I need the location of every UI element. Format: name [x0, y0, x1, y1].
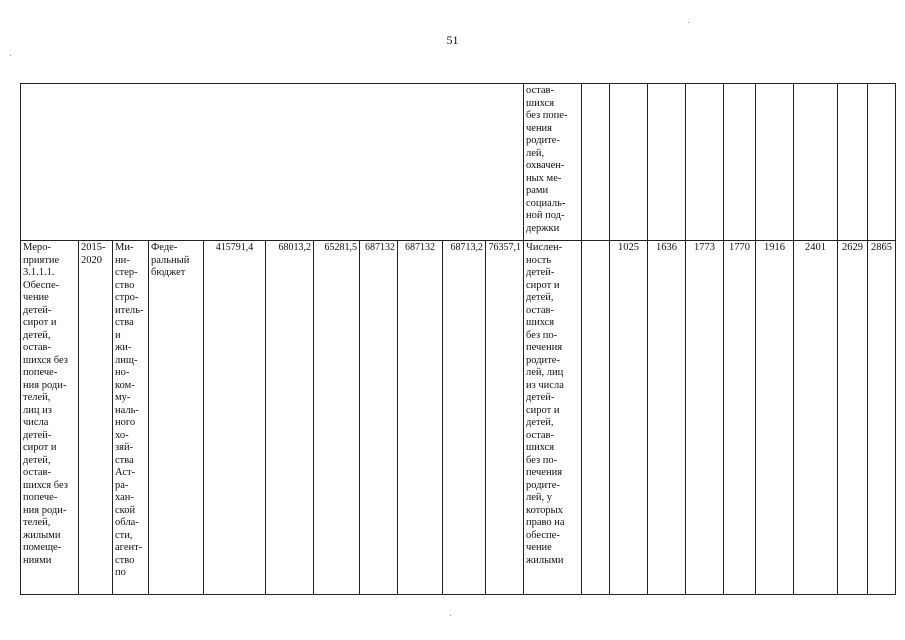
scan-speck [688, 22, 689, 23]
indicator-value-cell: 1916 [756, 241, 794, 595]
year-amount-cell: 68713,2 [443, 241, 486, 595]
page-number: 51 [446, 33, 459, 47]
indicator-value-cell [756, 84, 794, 241]
funding-source-cell: Феде- ральный бюджет [149, 241, 204, 595]
year-amount-cell: 687132 [398, 241, 443, 595]
year-amount-cell: 687132 [360, 241, 398, 595]
indicator-value-cell: 1773 [686, 241, 724, 595]
indicator-cell: Числен- ность детей- сирот и детей, остав- шихся без по- печения родите- лей, лиц из числа детей- сирот и детей, остав- шихся без по- печения родите- лей, у которых право на обеспе- чение жилыми [524, 241, 582, 595]
year-amount-cell: 65281,5 [314, 241, 360, 595]
executor-cell: Ми- ни- стер- ство стро- итель- ства и жи- лищ- но- ком- му- наль- ного хо- зяй- ства Аст- ра- хан- ской обла- сти, агент- ство по [113, 241, 149, 595]
program-measures-table [20, 83, 896, 595]
scan-speck [450, 615, 451, 616]
indicator-value-cell [686, 84, 724, 241]
indicator-value-cell: 2629 [838, 241, 868, 595]
empty-merged-cell [21, 84, 524, 241]
year-amount-cell: 76357,1 [486, 241, 524, 595]
period-cell: 2015- 2020 [79, 241, 113, 595]
indicator-value-cell [724, 84, 756, 241]
indicator-value-cell [838, 84, 868, 241]
total-amount-cell: 415791,4 [204, 241, 266, 595]
indicator-value-cell [868, 84, 896, 241]
unit-cell [582, 84, 610, 241]
indicator-value-cell: 2865 [868, 241, 896, 595]
unit-cell [582, 241, 610, 595]
continuation-row [21, 84, 896, 241]
measure-name-cell: Меро- приятие 3.1.1.1. Обеспе- чение детей- сирот и детей, остав- шихся без попече- ния роди- телей, лиц из числа детей- сирот и детей, остав- шихся без попече- ния роди- телей, жилыми помеще- ниями [21, 241, 79, 595]
indicator-value-cell [648, 84, 686, 241]
indicator-value-cell [610, 84, 648, 241]
indicator-value-cell [794, 84, 838, 241]
indicator-value-cell: 1025 [610, 241, 648, 595]
indicator-value-cell: 1770 [724, 241, 756, 595]
year-amount-cell: 68013,2 [266, 241, 314, 595]
measure-row [21, 241, 896, 595]
indicator-continuation-cell: остав- шихся без попе- чения родите- лей, охвачен- ных ме- рами социаль- ной под- держки [524, 84, 582, 241]
scan-speck [10, 55, 11, 56]
indicator-value-cell: 1636 [648, 241, 686, 595]
indicator-value-cell: 2401 [794, 241, 838, 595]
